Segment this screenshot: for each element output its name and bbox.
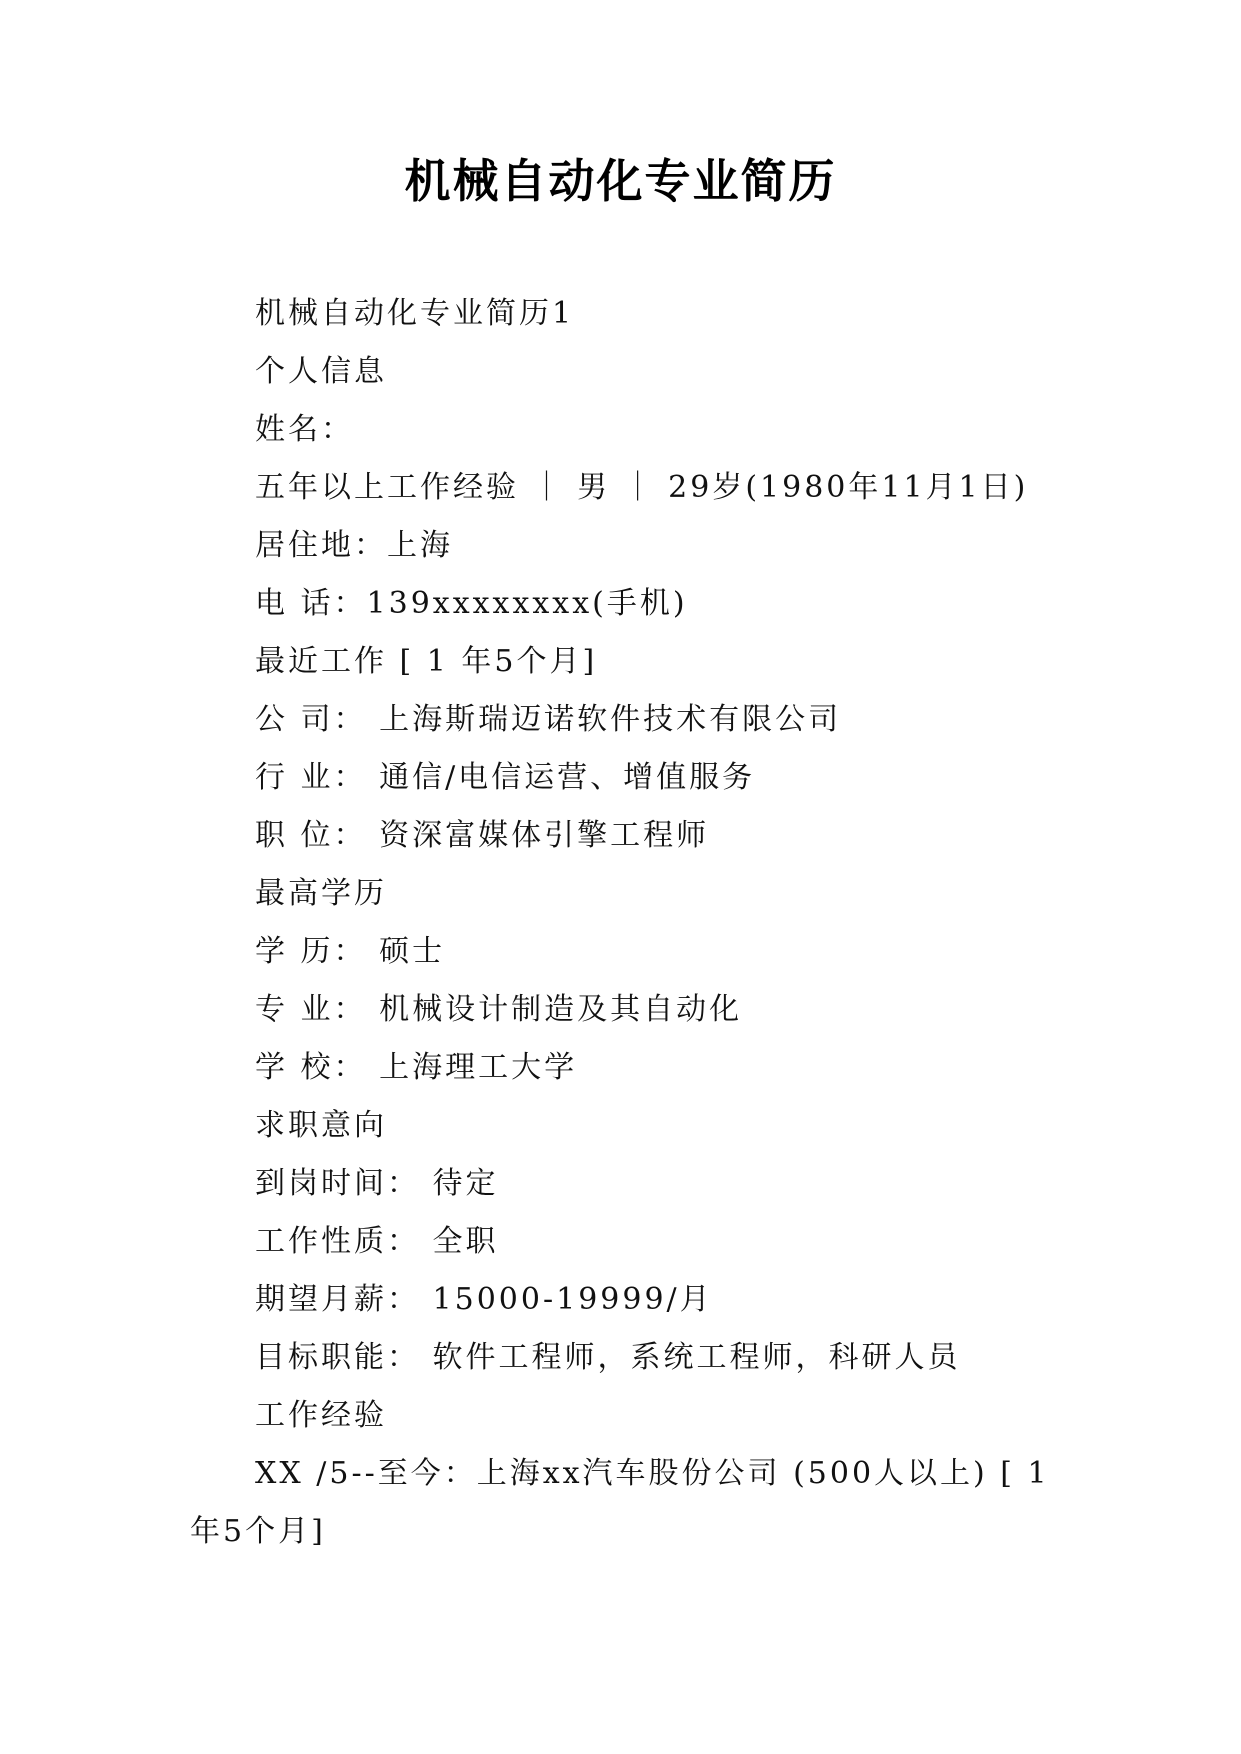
company-line: 公 司： 上海斯瑞迈诺软件技术有限公司 [255, 702, 842, 737]
major-line: 专 业： 机械设计制造及其自动化 [255, 992, 743, 1027]
start-time-line: 到岗时间： 待定 [255, 1166, 499, 1201]
document-body [190, 285, 1050, 1561]
industry-line: 行 业： 通信/电信运营、增值服务 [255, 760, 756, 795]
name-line: 姓名： [255, 412, 354, 447]
residence-line: 居住地：上海 [255, 528, 453, 563]
section-job-intention: 求职意向 [255, 1108, 387, 1143]
position-line: 职 位： 资深富媒体引擎工程师 [255, 818, 710, 853]
experience-summary-line: 五年以上工作经验 ｜ 男 ｜ 29岁(1980年11月1日) [255, 470, 1029, 505]
job-type-line: 工作性质： 全职 [255, 1224, 499, 1259]
school-line: 学 校： 上海理工大学 [255, 1050, 578, 1085]
section-personal-info: 个人信息 [255, 354, 387, 389]
resume-heading: 机械自动化专业简历1 [255, 296, 575, 331]
recent-work-line: 最近工作 [ 1 年5个月] [255, 644, 598, 679]
phone-line: 电 话：139xxxxxxxx(手机) [255, 586, 688, 621]
degree-line: 学 历： 硕士 [255, 934, 446, 969]
section-work-experience: 工作经验 [255, 1398, 387, 1433]
work-history-entry: XX /5--至今：上海xx汽车股份公司 (500人以上) [ 1 年5个月] [190, 1456, 1050, 1549]
expected-salary-line: 期望月薪： 15000-19999/月 [255, 1282, 713, 1317]
section-education: 最高学历 [255, 876, 387, 911]
document-title: 机械自动化专业简历 [404, 154, 837, 208]
target-function-line: 目标职能： 软件工程师，系统工程师，科研人员 [255, 1340, 961, 1375]
